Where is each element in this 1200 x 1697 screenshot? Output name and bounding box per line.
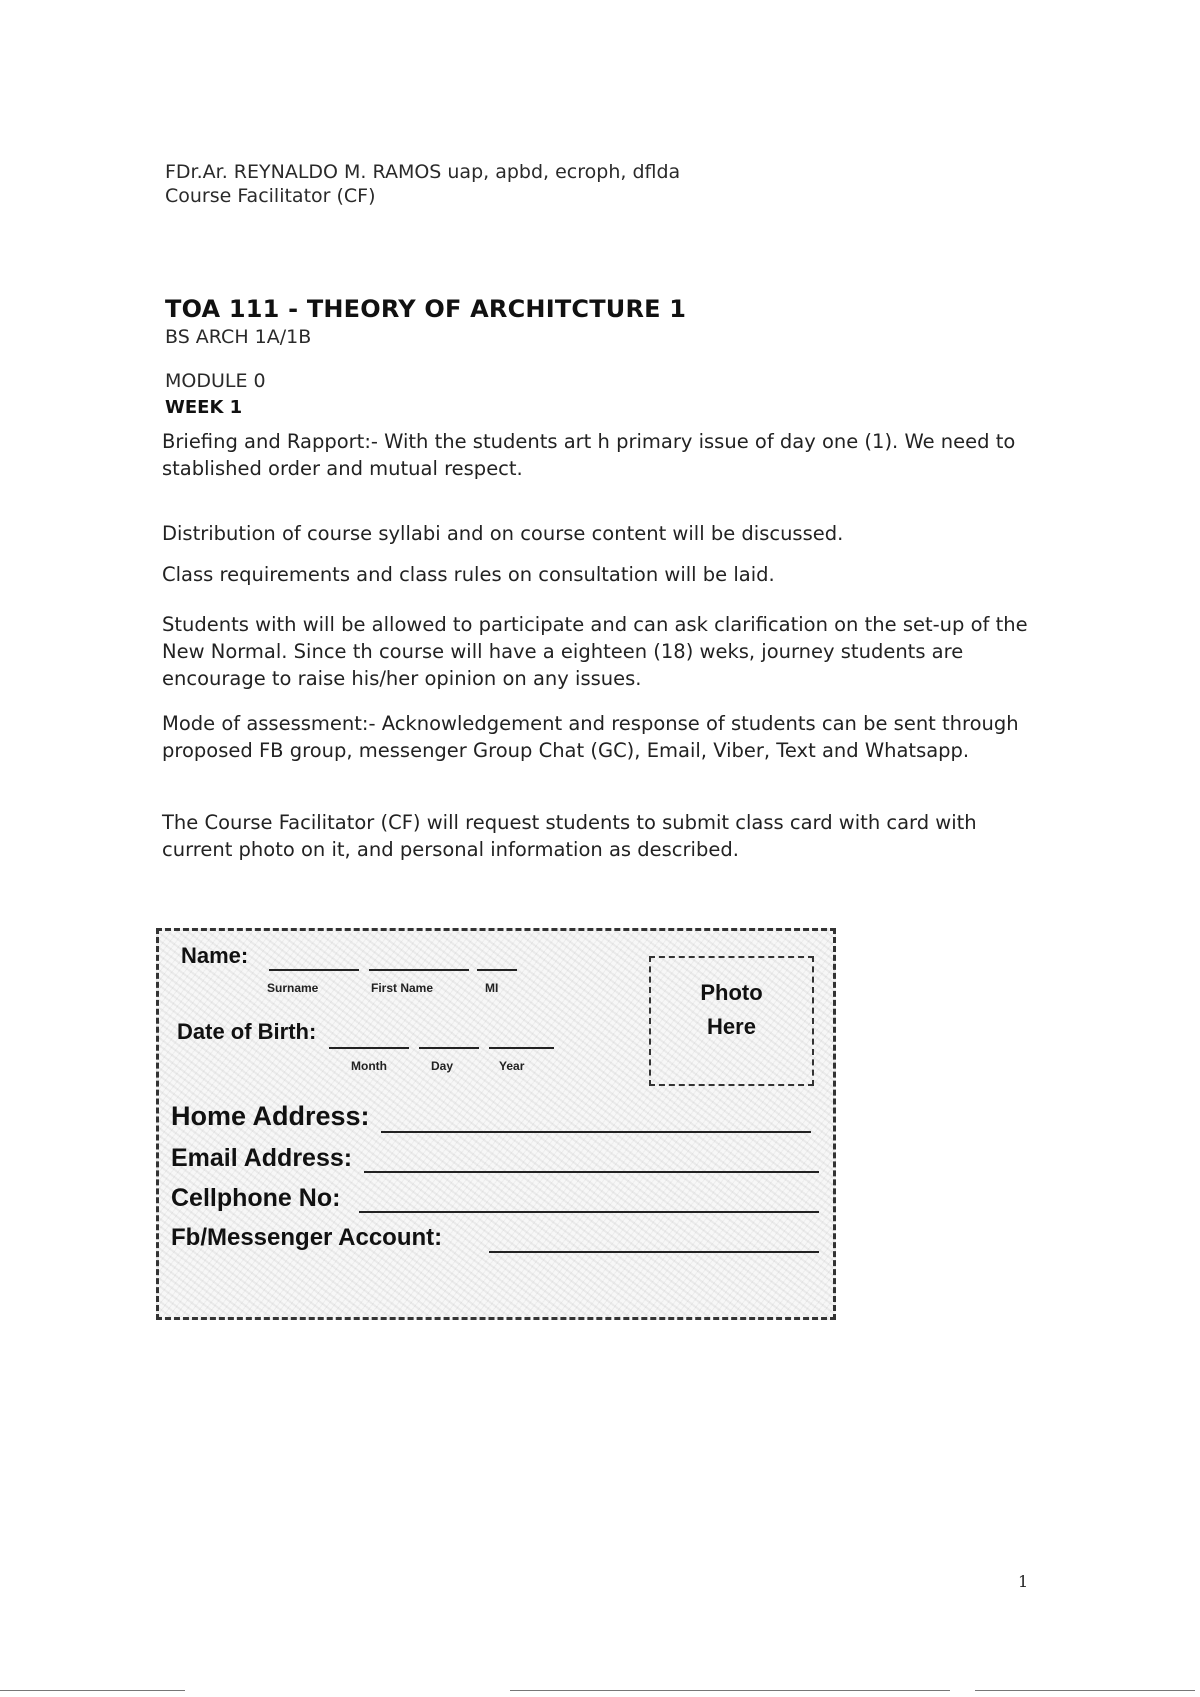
course-title: TOA 111 - THEORY OF ARCHITCTURE 1 bbox=[165, 295, 687, 323]
dob-line-year bbox=[489, 1047, 554, 1049]
dob-line-month bbox=[329, 1047, 409, 1049]
dob-sub-month: Month bbox=[351, 1059, 387, 1073]
paragraph-new-normal: Students with will be allowed to participate and can ask clarification on the set-up of the New Normal. Since th course will have a eighteen (18) weks, journey students are encourage to raise his/her opinion on any issues. bbox=[162, 613, 1028, 690]
photo-label-here: Here bbox=[707, 1014, 756, 1039]
email-label: Email Address: bbox=[171, 1144, 353, 1172]
scan-edge-line-middle bbox=[510, 1690, 950, 1691]
paragraph-class-card: The Course Facilitator (CF) will request students to submit class card with card with current photo on it, and personal information as described. bbox=[162, 811, 977, 861]
paragraph-requirements: Class requirements and class rules on consultation will be laid. bbox=[162, 563, 775, 586]
fb-messenger-line bbox=[489, 1251, 819, 1253]
fb-messenger-label: Fb/Messenger Account: bbox=[171, 1224, 443, 1251]
paragraph-syllabi: Distribution of course syllabi and on course content will be discussed. bbox=[162, 522, 844, 545]
class-card bbox=[156, 928, 836, 1320]
name-sub-mi: MI bbox=[485, 981, 499, 995]
name-sub-first: First Name bbox=[371, 981, 434, 995]
dob-sub-day: Day bbox=[431, 1059, 454, 1073]
name-line-mi bbox=[477, 969, 517, 971]
cellphone-line bbox=[359, 1211, 819, 1213]
scan-edge-line-right bbox=[975, 1690, 1195, 1691]
photo-label: Photo bbox=[700, 980, 763, 1005]
facilitator-role: Course Facilitator (CF) bbox=[165, 185, 376, 207]
name-label: Name: bbox=[181, 943, 249, 968]
name-line-surname bbox=[269, 969, 359, 971]
dob-sub-year: Year bbox=[499, 1059, 525, 1073]
email-line bbox=[364, 1171, 819, 1173]
home-address-label: Home Address: bbox=[171, 1101, 370, 1131]
paragraph-assessment: Mode of assessment:- Acknowledgement and response of students can be sent through proposed FB group, messenger Group Chat (GC), Email, Viber, Text and Whatsapp. bbox=[162, 712, 1019, 762]
module-label: MODULE 0 bbox=[165, 370, 266, 392]
facilitator-header bbox=[165, 160, 680, 208]
photo-box bbox=[649, 956, 814, 1086]
dob-line-day bbox=[419, 1047, 479, 1049]
name-sub-surname: Surname bbox=[267, 981, 319, 995]
scan-edge-line-left bbox=[0, 1690, 185, 1691]
week-label: WEEK 1 bbox=[165, 397, 243, 418]
paragraph-briefing: Briefing and Rapport:- With the students art h primary issue of day one (1). We need to stablished order and mutual respect. bbox=[162, 430, 1016, 480]
facilitator-name: FDr.Ar. REYNALDO M. RAMOS uap, apbd, ecroph, dflda bbox=[165, 161, 681, 183]
home-address-line bbox=[381, 1131, 811, 1133]
name-line-first bbox=[369, 969, 469, 971]
program-label: BS ARCH 1A/1B bbox=[165, 326, 312, 348]
page-number: 1 bbox=[1018, 1572, 1029, 1591]
dob-label: Date of Birth: bbox=[177, 1019, 317, 1044]
cellphone-label: Cellphone No: bbox=[171, 1184, 341, 1212]
